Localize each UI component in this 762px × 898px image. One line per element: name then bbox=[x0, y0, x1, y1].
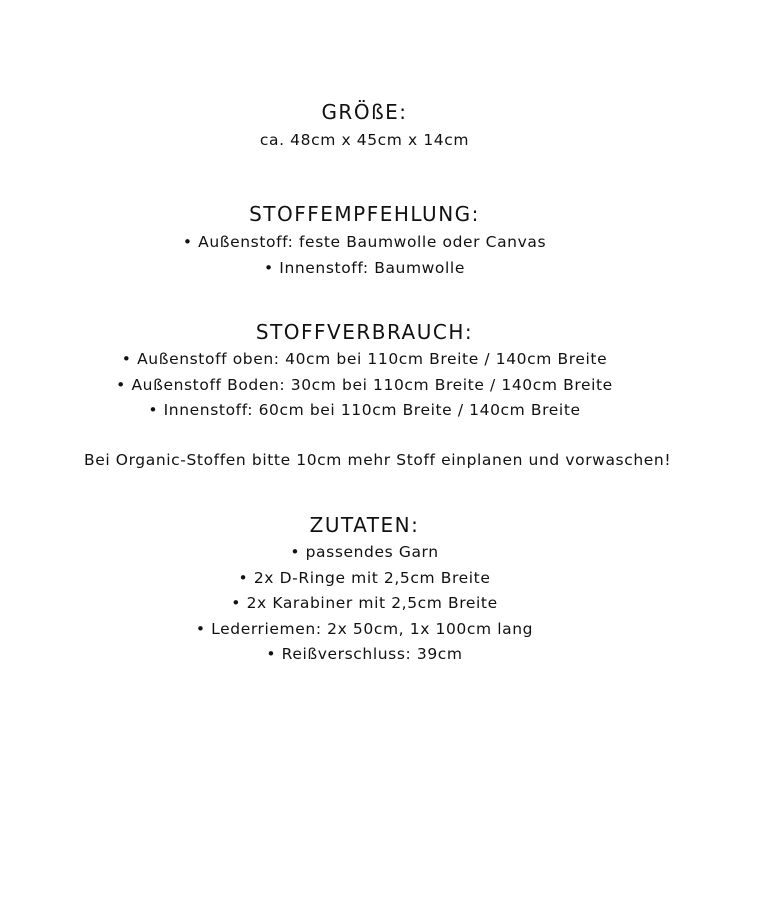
list-item: • 2x Karabiner mit 2,5cm Breite bbox=[0, 591, 729, 617]
list-item: • Außenstoff oben: 40cm bei 110cm Breite / 140cm Breite bbox=[0, 347, 729, 373]
fabric-recommendation-heading: STOFFEMPFEHLUNG: bbox=[249, 202, 480, 226]
size-section bbox=[0, 99, 729, 154]
supplies-heading: ZUTATEN: bbox=[309, 513, 420, 537]
organic-fabric-note: Bei Organic-Stoffen bitte 10cm mehr Stoff einplanen und vorwaschen! bbox=[84, 451, 672, 469]
list-item: • Innenstoff: Baumwolle bbox=[0, 256, 729, 282]
list-item: • Lederriemen: 2x 50cm, 1x 100cm lang bbox=[0, 617, 729, 643]
fabric-consumption-section bbox=[0, 319, 729, 424]
size-heading: GRÖßE: bbox=[321, 100, 408, 124]
list-item: • Innenstoff: 60cm bei 110cm Breite / 140cm Breite bbox=[0, 398, 729, 424]
list-item: • Außenstoff: feste Baumwolle oder Canvas bbox=[0, 230, 729, 256]
size-value: ca. 48cm x 45cm x 14cm bbox=[259, 131, 470, 149]
list-item: • Außenstoff Boden: 30cm bei 110cm Breite / 140cm Breite bbox=[0, 373, 729, 399]
list-item: • 2x D-Ringe mit 2,5cm Breite bbox=[0, 566, 729, 592]
fabric-consumption-heading: STOFFVERBRAUCH: bbox=[255, 320, 474, 344]
list-item: • Reißverschluss: 39cm bbox=[0, 642, 729, 668]
list-item: • passendes Garn bbox=[0, 540, 729, 566]
fabric-recommendation-section bbox=[0, 201, 729, 281]
supplies-section bbox=[0, 512, 729, 668]
